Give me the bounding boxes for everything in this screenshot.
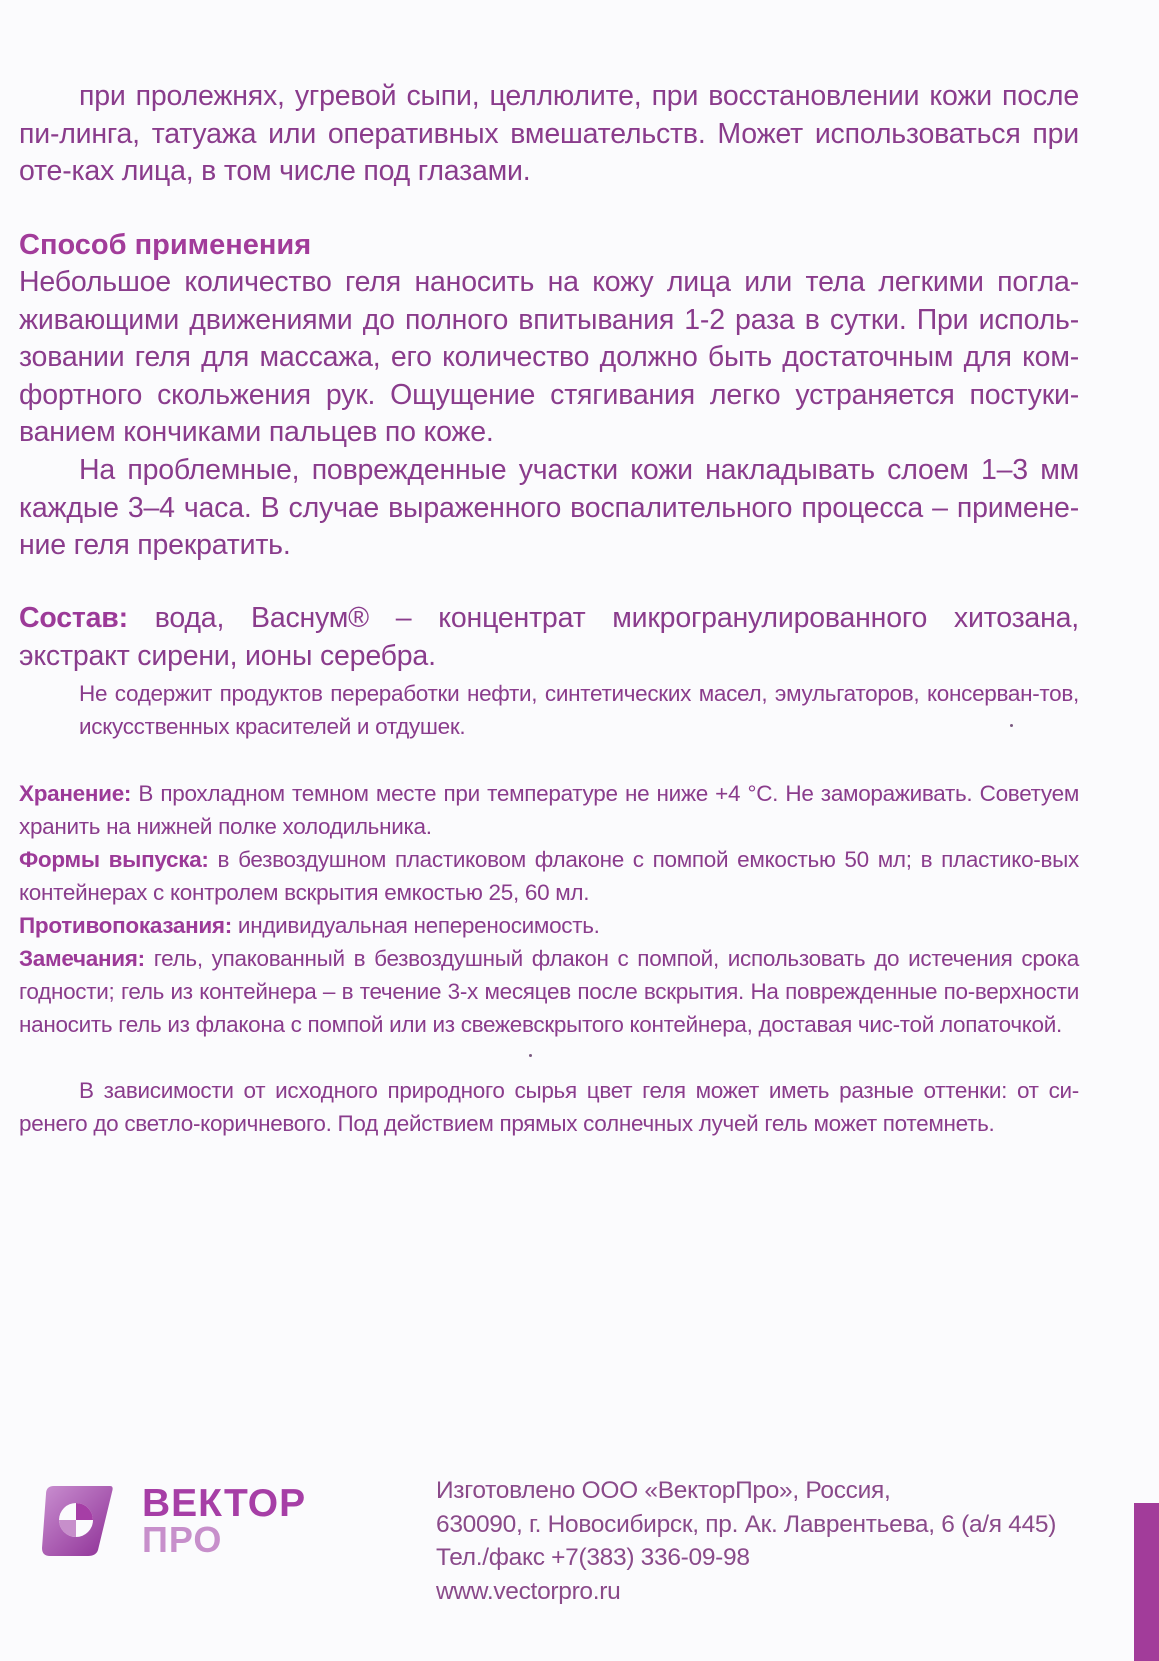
composition-note: Не содержит продуктов переработки нефти, синтетических масел, эмульгаторов, консерван-тов, искусственных красителей и отдушек. bbox=[79, 681, 1079, 739]
contraindications-text: индивидуальная непереносимость. bbox=[231, 913, 600, 938]
forms-label: Формы выпуска: bbox=[19, 847, 209, 872]
remarks-label: Замечания: bbox=[19, 946, 145, 971]
storage-text: В прохладном темном месте при температуре не ниже +4 °С. Не замораживать. Советуем хранить на нижней полке холодильника. bbox=[19, 781, 1079, 839]
contraindications-paragraph bbox=[19, 909, 1079, 942]
manufacturer-address: 630090, г. Новосибирск, пр. Ак. Лаврентьева, 6 (а/я 445) bbox=[436, 1510, 1057, 1538]
color-note-paragraph: В зависимости от исходного природного сырья цвет геля может иметь разные оттенки: от си-ренего до светло-коричневого. Под действием прямых солнечных лучей гель может потемнеть. bbox=[19, 1078, 1079, 1136]
usage-paragraph-1: Небольшое количество геля наносить на кожу лица или тела легкими погла-живающими движениями до полного впитывания 1-2 раза в сутки. При исполь-зовании геля для массажа, его количество должно быть достаточным для ком-фортного скольжения рук. Ощущение стягивания легко устраняется постуки-ванием кончиками пальцев по коже. bbox=[19, 266, 1079, 448]
composition-paragraph bbox=[19, 600, 1079, 675]
brand-name-line2: ПРО bbox=[142, 1519, 223, 1560]
speck bbox=[529, 1054, 532, 1057]
storage-paragraph bbox=[19, 777, 1079, 843]
remarks-paragraph bbox=[19, 942, 1079, 1041]
brand-name-line1: ВЕКТОР bbox=[142, 1482, 307, 1525]
composition-label: Состав: bbox=[19, 602, 128, 634]
usage-paragraph-2: На проблемные, поврежденные участки кожи накладывать слоем 1–3 мм каждые 3–4 часа. В случае выраженного воспалительного процесса – примене-ние геля прекратить. bbox=[19, 454, 1079, 561]
manufacturer-info bbox=[436, 1474, 1056, 1608]
usage-heading: Способ применения bbox=[19, 229, 312, 261]
forms-text: в безвоздушном пластиковом флаконе с помпой емкостью 50 мл; в пластико-вых контейнерах с контролем вскрытия емкостью 25, 60 мл. bbox=[19, 847, 1079, 905]
manufacturer-phone: Тел./факс +7(383) 336-09-98 bbox=[436, 1544, 750, 1571]
edge-color-tab bbox=[1134, 1503, 1159, 1661]
speck bbox=[1010, 724, 1013, 727]
vector-pro-logo-icon bbox=[38, 1480, 118, 1560]
manufacturer-website: www.vectorpro.ru bbox=[436, 1577, 621, 1605]
remarks-text: гель, упакованный в безвоздушный флакон с помпой, использовать до истечения срока годности; гель из контейнера – в течение 3-х месяцев после вскрытия. На поврежденные по-верхности наносить гель из флакона с помпой или из свежевскрытого контейнера, доставая чис-той лопаточкой. bbox=[19, 946, 1079, 1037]
manufacturer-line-1: Изготовлено ООО «ВекторПро», Россия, bbox=[436, 1477, 891, 1504]
composition-text: вода, Васнум® – концентрат микрогранулированного хитозана, экстракт сирени, ионы серебра. bbox=[19, 602, 1079, 672]
contraindications-label: Противопоказания: bbox=[19, 913, 232, 938]
intro-paragraph: при пролежнях, угревой сыпи, целлюлите, при восстановлении кожи после пи-линга, татуажа или оперативных вмешательств. Может использоваться при оте-ках лица, в том числе под глазами. bbox=[19, 80, 1079, 187]
forms-paragraph bbox=[19, 843, 1079, 909]
storage-label: Хранение: bbox=[19, 781, 132, 806]
